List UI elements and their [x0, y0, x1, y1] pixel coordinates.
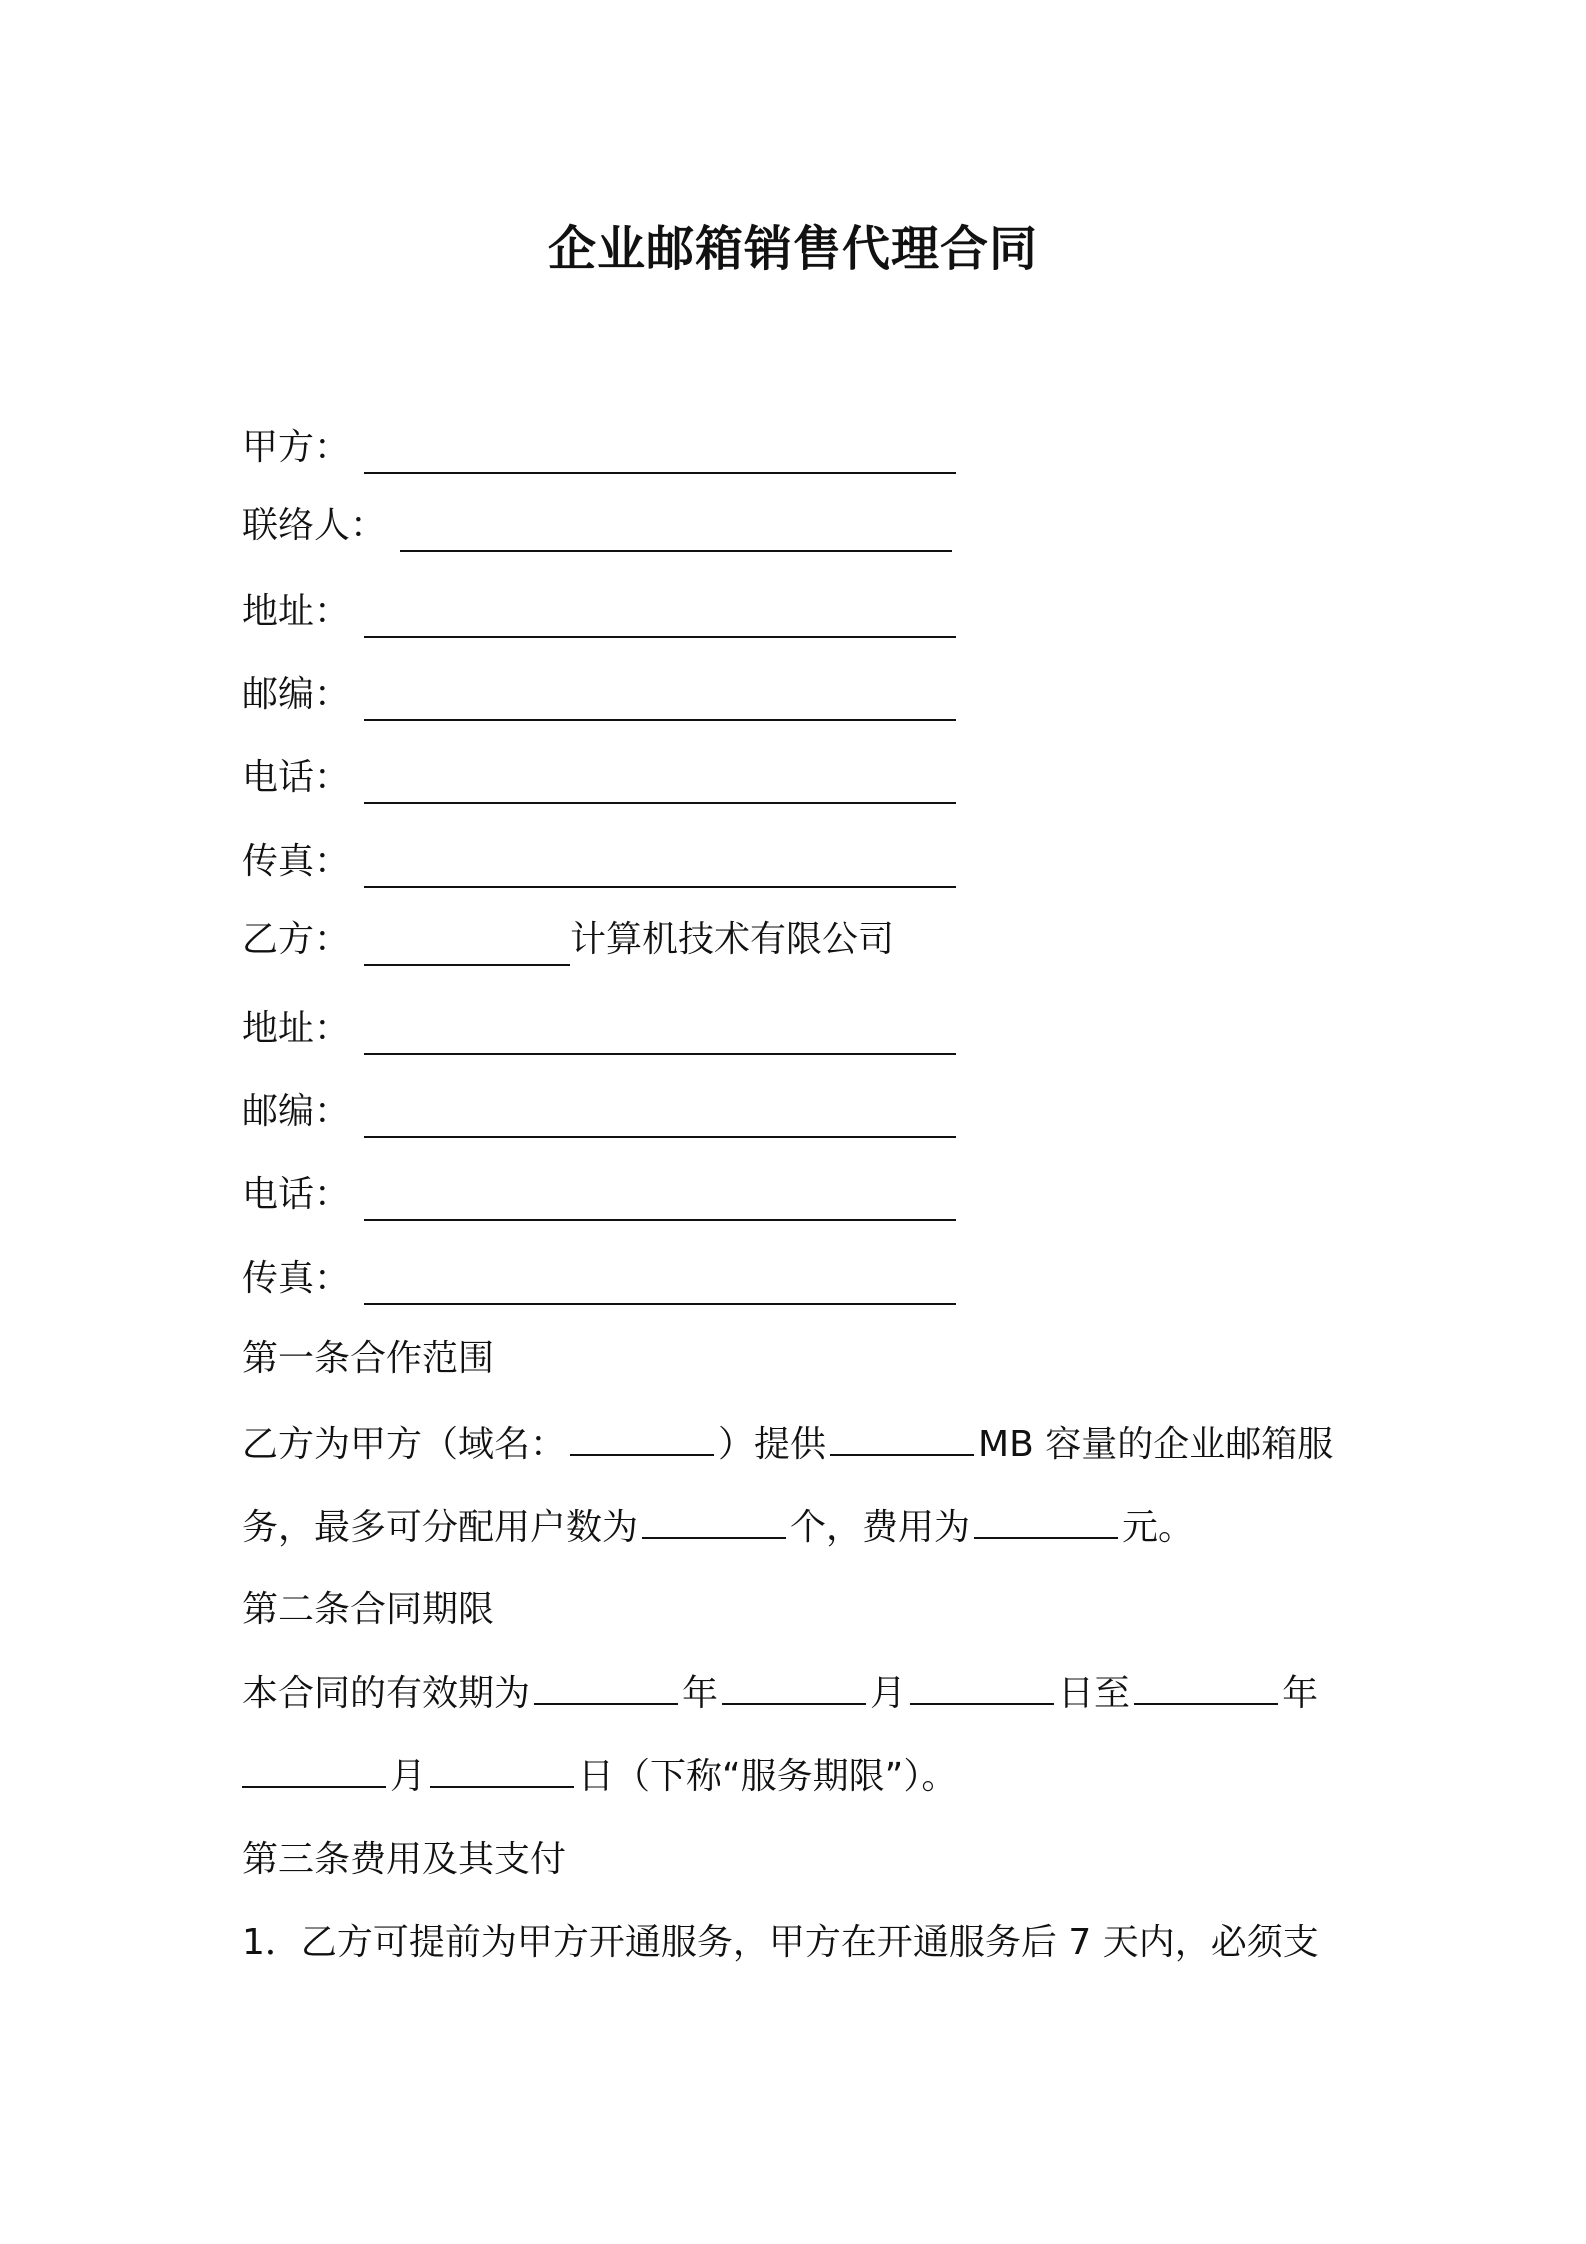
party-a-address-label: 地址： [242, 591, 351, 632]
start-month-blank[interactable] [722, 1667, 866, 1705]
end-month-blank[interactable] [242, 1750, 386, 1788]
article2-text-end: 日（下称“服务期限”）。 [578, 1756, 958, 1797]
article2-line2 [242, 1750, 957, 1803]
party-b-fax-label: 传真： [242, 1258, 351, 1299]
month-label: 月 [870, 1673, 907, 1714]
day-to-label: 日至 [1058, 1673, 1131, 1714]
party-b-postcode-blank[interactable] [364, 1096, 956, 1138]
article1-text-c: MB 容量的企业邮箱服 [978, 1424, 1334, 1465]
article1-text-f: 元。 [1122, 1507, 1195, 1548]
party-a-contact-label: 联络人： [242, 505, 387, 546]
fee-blank[interactable] [974, 1501, 1118, 1539]
document-title: 企业邮箱销售代理合同 [547, 221, 1038, 277]
end-year-label: 年 [1282, 1673, 1319, 1714]
party-b-address-field [242, 1003, 956, 1055]
party-a-phone-field [242, 752, 956, 804]
end-month-label: 月 [390, 1756, 427, 1797]
party-a-field [242, 422, 956, 474]
party-a-fax-blank[interactable] [364, 846, 956, 888]
party-b-field [242, 914, 894, 966]
party-a-postcode-label: 邮编： [242, 674, 351, 715]
article2-text-a: 本合同的有效期为 [242, 1673, 531, 1714]
article1-text-b: ）提供 [718, 1424, 827, 1465]
party-b-phone-label: 电话： [242, 1174, 351, 1215]
article3-item1: 1．乙方可提前为甲方开通服务，甲方在开通服务后 7 天内，必须支 [242, 1922, 1319, 1963]
party-a-address-blank[interactable] [364, 596, 956, 638]
party-a-fax-field [242, 836, 956, 888]
party-a-label: 甲方： [242, 427, 351, 468]
article1-text-a: 乙方为甲方（域名： [242, 1424, 567, 1465]
party-a-blank[interactable] [364, 432, 956, 474]
article1-line1 [242, 1418, 1333, 1471]
party-b-name-blank[interactable] [364, 924, 570, 966]
party-b-fax-blank[interactable] [364, 1263, 956, 1305]
article2-line1 [242, 1667, 1318, 1720]
start-year-blank[interactable] [534, 1667, 678, 1705]
party-a-postcode-field [242, 669, 956, 721]
party-b-phone-field [242, 1169, 956, 1221]
party-a-phone-blank[interactable] [364, 762, 956, 804]
year-label: 年 [682, 1673, 719, 1714]
party-a-phone-label: 电话： [242, 757, 351, 798]
end-day-blank[interactable] [430, 1750, 574, 1788]
party-a-address-field [242, 586, 956, 638]
article2-heading: 第二条合同期限 [242, 1589, 495, 1630]
party-a-contact-blank[interactable] [400, 510, 952, 552]
party-b-company-suffix: 计算机技术有限公司 [570, 919, 895, 960]
party-b-address-blank[interactable] [364, 1013, 956, 1055]
domain-blank[interactable] [570, 1418, 714, 1456]
party-a-postcode-blank[interactable] [364, 679, 956, 721]
party-b-label: 乙方： [242, 919, 351, 960]
party-b-address-label: 地址： [242, 1008, 351, 1049]
article3-heading: 第三条费用及其支付 [242, 1839, 567, 1880]
party-b-postcode-label: 邮编： [242, 1091, 351, 1132]
article1-text-d: 务，最多可分配用户数为 [242, 1507, 639, 1548]
article1-line2 [242, 1501, 1194, 1554]
party-b-fax-field [242, 1253, 956, 1305]
article1-heading: 第一条合作范围 [242, 1338, 495, 1379]
start-day-blank[interactable] [910, 1667, 1054, 1705]
party-a-fax-label: 传真： [242, 841, 351, 882]
party-b-postcode-field [242, 1086, 956, 1138]
article1-text-e: 个，费用为 [790, 1507, 971, 1548]
party-b-phone-blank[interactable] [364, 1179, 956, 1221]
capacity-blank[interactable] [830, 1418, 974, 1456]
end-year-blank[interactable] [1134, 1667, 1278, 1705]
party-a-contact-field [242, 500, 952, 552]
user-count-blank[interactable] [642, 1501, 786, 1539]
